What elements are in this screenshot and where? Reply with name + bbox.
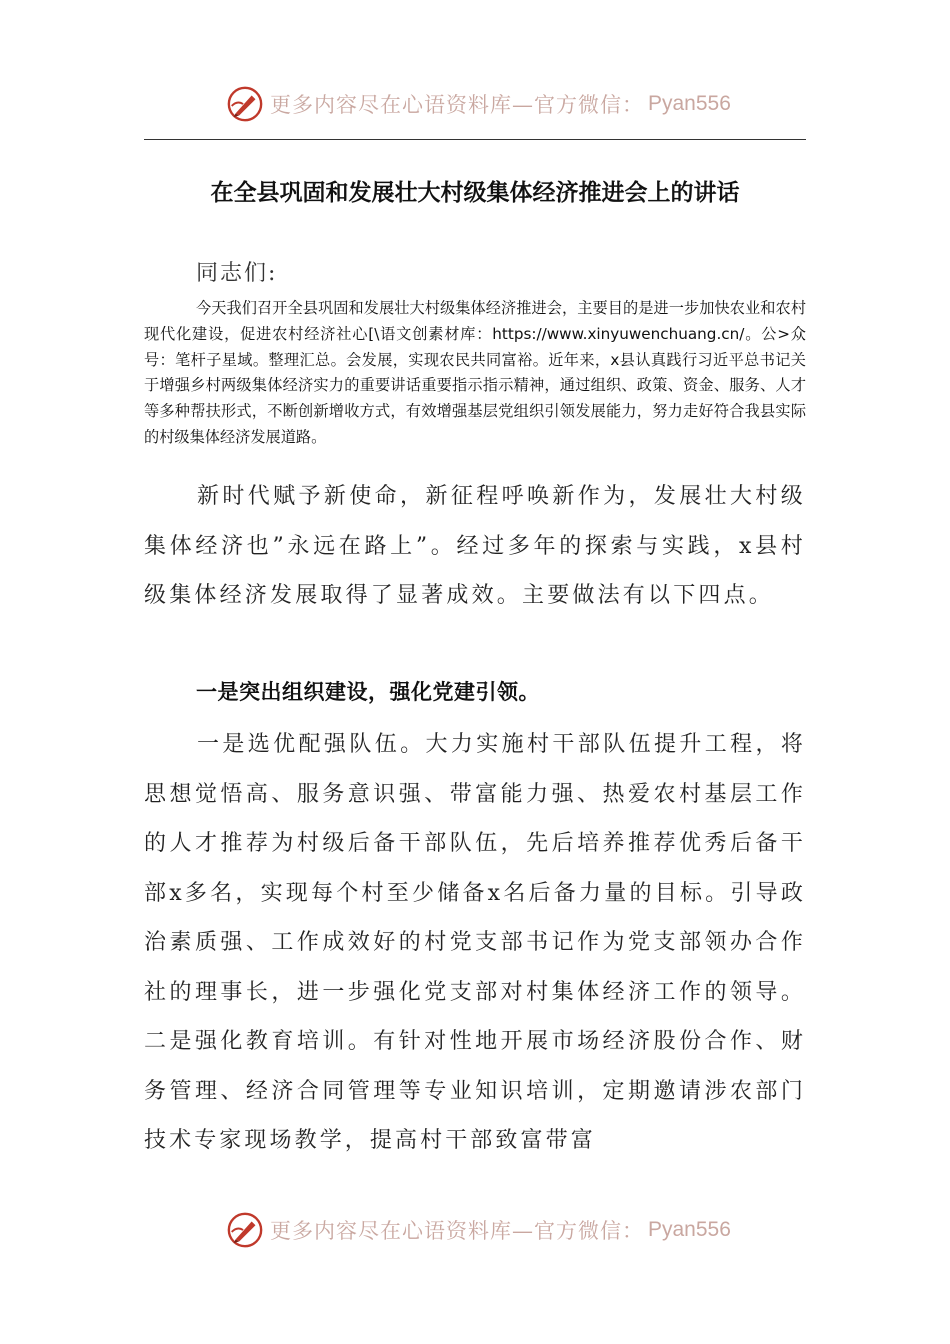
header-watermark bbox=[226, 84, 731, 124]
header-rule bbox=[144, 139, 806, 140]
footer-watermark bbox=[226, 1210, 731, 1250]
section-heading: 一是突出组织建设，强化党建引领。 bbox=[196, 680, 540, 704]
body-paragraph-2: 一是选优配强队伍。大力实施村干部队伍提升工程，将思想觉悟高、服务意识强、带富能力强、热爱农村基层工作的人才推荐为村级后备干部队伍，先后培养推荐优秀后备干部x多名，实现每个村至少储备x名后备力量的目标。引导政治素质强、工作成效好的村党支部书记作为党支部领办合作社的理事长，进一步强化党支部对村集体经济工作的领导。二是强化教育培训。有针对性地开展市场经济股份合作、财务管理、经济合同管理等专业知识培训，定期邀请涉农部门技术专家现场教学，提高村干部致富带富 bbox=[144, 732, 806, 1153]
page-header bbox=[0, 80, 950, 126]
watermark-text: 更多内容尽在心语资料库—官方微信： bbox=[270, 93, 644, 117]
body-paragraph-1: 新时代赋予新使命，新征程呼唤新作为，发展壮大村级集体经济也”永远在路上”。经过多年的探索与实践，x县村级集体经济发展取得了显著成效。主要做法有以下四点。 bbox=[144, 484, 806, 608]
pen-logo-icon bbox=[226, 1211, 264, 1249]
document-title: 在全县巩固和发展壮大村级集体经济推进会上的讲话 bbox=[210, 179, 740, 206]
watermark-id: Pyan556 bbox=[648, 92, 731, 115]
pen-logo-icon bbox=[226, 85, 264, 123]
page-footer bbox=[0, 1206, 950, 1252]
watermark-text: 更多内容尽在心语资料库—官方微信： bbox=[270, 1219, 644, 1243]
watermark-id: Pyan556 bbox=[648, 1218, 731, 1241]
greeting: 同志们: bbox=[196, 261, 278, 286]
intro-paragraph: 今天我们召开全县巩固和发展壮大村级集体经济推进会，主要目的是进一步加快农业和农村现代化建设，促进农村经济社心[\语文创素材库：https://www.xinyuwenchuang.cn/。公>众号：笔杆子星域。整理汇总。会发展，实现农民共同富裕。近年来，x县认真践行习近平总书记关于增强乡村两级集体经济实力的重要讲话重要指示指示精神，通过组织、政策、资金、服务、人才等多种帮扶形式，不断创新增收方式，有效增强基层党组织引领发展能力，努力走好符合我县实际的村级集体经济发展道路。 bbox=[144, 299, 806, 446]
